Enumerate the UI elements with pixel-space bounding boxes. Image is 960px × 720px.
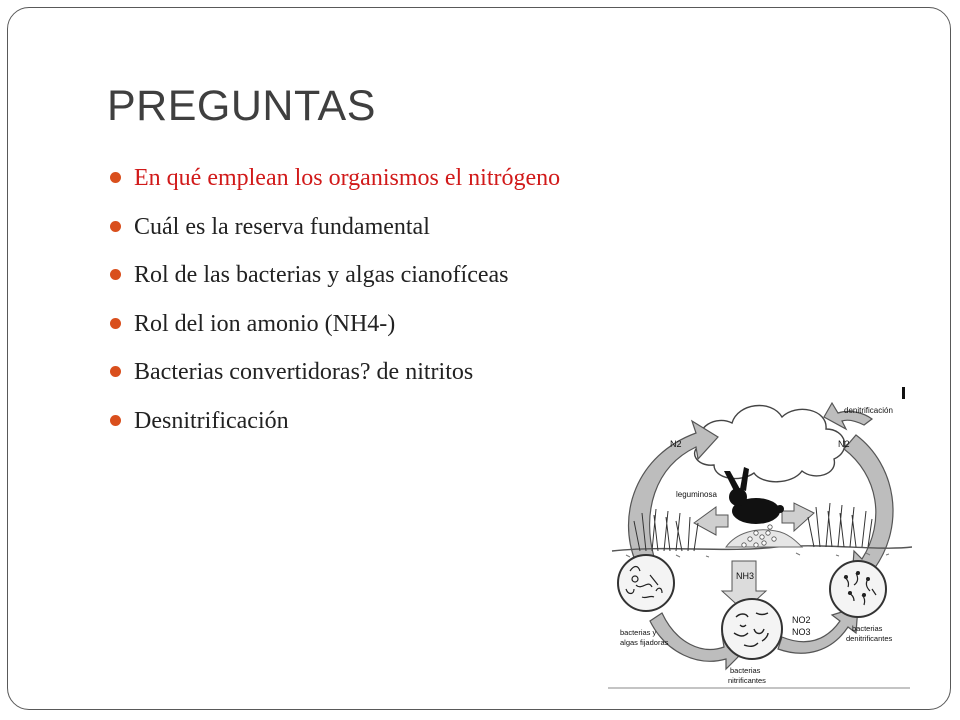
label-leguminosa: leguminosa bbox=[676, 490, 717, 499]
bullet-dot-icon bbox=[110, 172, 121, 183]
label-denitrificantes-line2: denitrificantes bbox=[846, 634, 893, 643]
denitrifying-bacteria-circle bbox=[830, 561, 886, 617]
plant-arrow-left bbox=[694, 507, 728, 535]
label-denitrificantes-line1: bacterias bbox=[852, 624, 883, 633]
cycle-arrow-right bbox=[844, 435, 893, 579]
cloud-icon bbox=[695, 406, 845, 482]
bullet-item bbox=[108, 403, 560, 452]
bullet-text: Desnitrificación bbox=[134, 407, 289, 434]
bullet-text: Bacterias convertidoras? de nitritos bbox=[134, 359, 474, 385]
label-n2-right: N2 bbox=[838, 439, 850, 449]
label-n2-left: N2 bbox=[670, 439, 682, 449]
edge-mark bbox=[902, 387, 905, 399]
bullet-dot-icon bbox=[110, 269, 121, 280]
bullet-item bbox=[108, 354, 560, 403]
bullet-dot-icon bbox=[110, 221, 121, 232]
plant-arrow-right bbox=[782, 503, 814, 531]
bullet-text: En qué emplean los organismos el nitrógeno bbox=[134, 165, 561, 191]
bullet-dot-icon bbox=[110, 318, 121, 329]
soil-texture bbox=[626, 553, 889, 557]
label-no2: NO2 bbox=[792, 615, 811, 625]
bullet-dot-icon bbox=[110, 415, 121, 426]
nitrogen-cycle-diagram bbox=[606, 385, 912, 690]
nitrifying-bacteria-circle bbox=[722, 599, 782, 659]
label-nh3: NH3 bbox=[736, 571, 755, 581]
label-fijadoras-line2: algas fijadoras bbox=[620, 638, 669, 647]
label-no3: NO3 bbox=[792, 627, 811, 637]
label-nitrificantes-line1: bacterias bbox=[730, 666, 761, 675]
grass-right-icon bbox=[808, 503, 872, 547]
bullet-item bbox=[108, 257, 560, 306]
bullet-list bbox=[108, 160, 560, 451]
label-nitrificantes-line2: nitrificantes bbox=[728, 676, 766, 685]
slide-title: PREGUNTAS bbox=[107, 82, 376, 130]
label-fijadoras-line1: bacterias y bbox=[620, 628, 657, 637]
label-denitrificacion: denitrificación bbox=[844, 406, 893, 415]
bullet-item bbox=[108, 306, 560, 355]
bullet-text: Cuál es la reserva fundamental bbox=[134, 213, 430, 240]
bullet-item bbox=[108, 160, 560, 209]
bullet-text: Rol del ion amonio (NH4-) bbox=[134, 310, 396, 337]
bullet-text: Rol de las bacterias y algas cianofíceas bbox=[134, 262, 509, 288]
bullet-dot-icon bbox=[110, 366, 121, 377]
bullet-item bbox=[108, 209, 560, 258]
nitrogen-fixing-bacteria-circle bbox=[618, 555, 674, 611]
